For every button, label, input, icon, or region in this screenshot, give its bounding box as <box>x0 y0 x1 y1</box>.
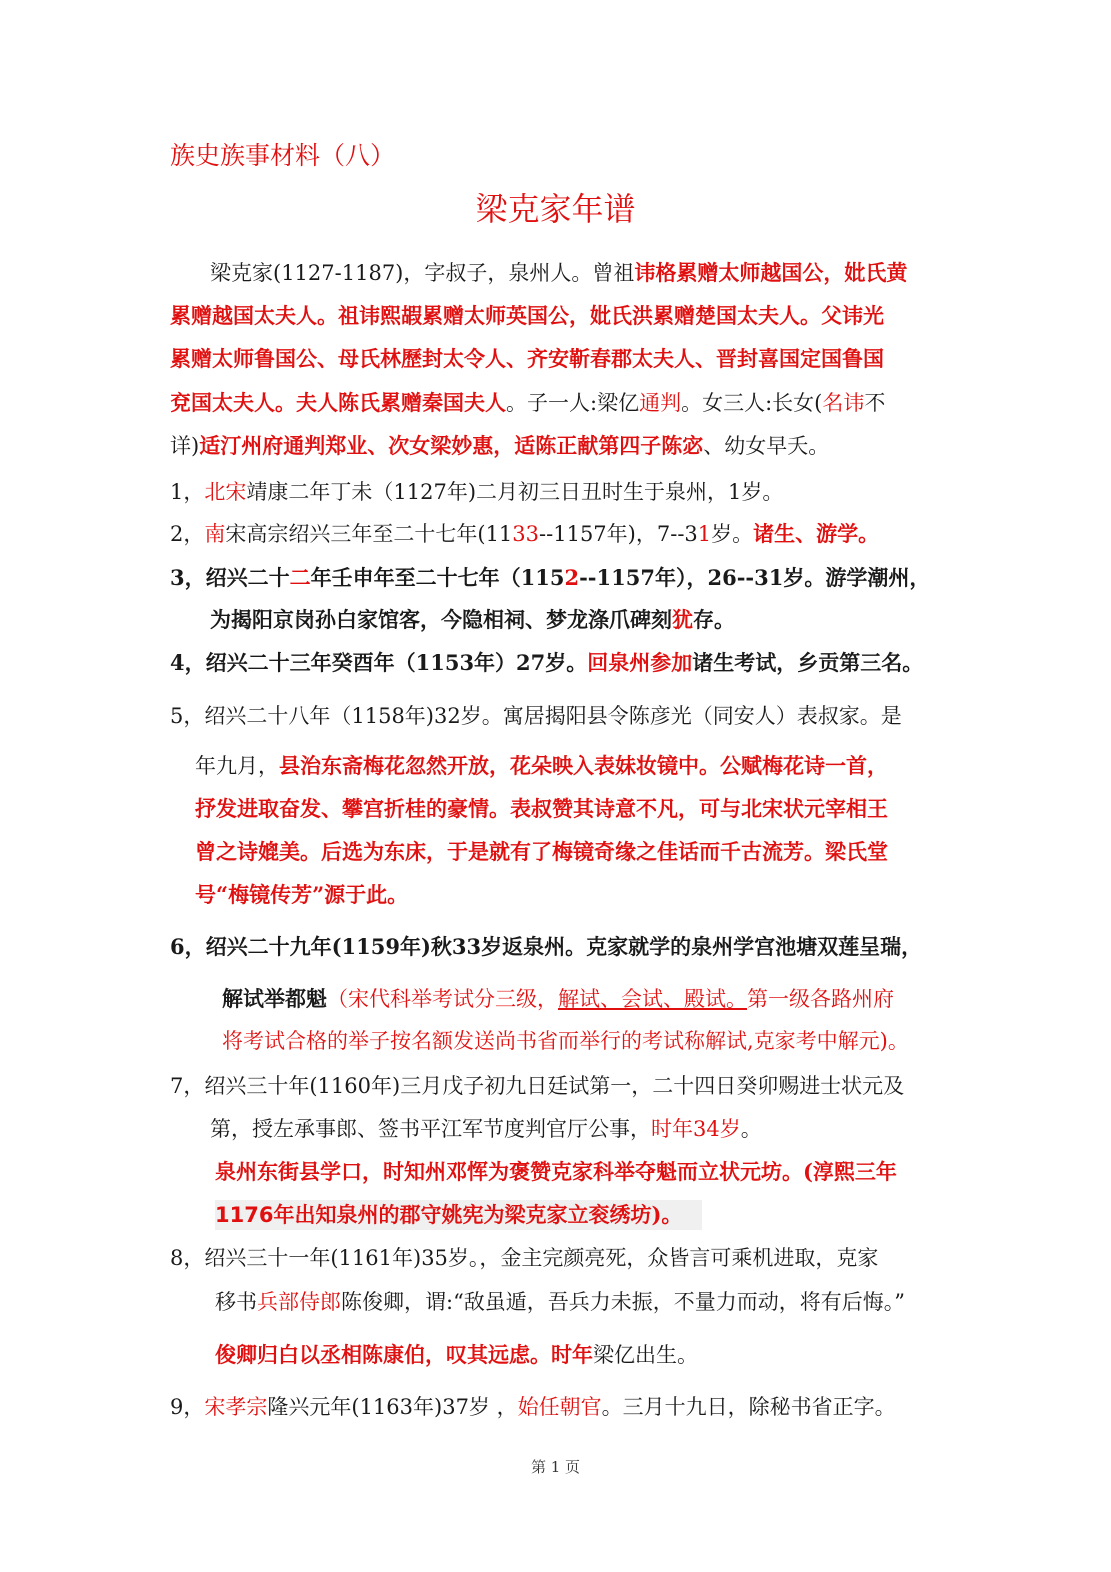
item-text: --1157年），26--31岁。游学潮州， <box>579 565 931 590</box>
item-text: 第一级各路州府 <box>747 987 894 1011</box>
list-item-continuation: 抒发进取奋发、攀宫折桂的豪情。表叔赞其诗意不凡，可与北宋状元宰相王 <box>195 796 888 821</box>
list-item: 5，绍兴二十八年（1158年)32岁。寓居揭阳县令陈彦光（同安人）表叔家。是 <box>170 704 902 728</box>
intro-text: 通判 <box>639 391 682 415</box>
item-text: （宋代科举考试分三级， <box>327 987 558 1011</box>
item-text: 年出知泉州的郡守姚宪为梁克家立衮绣坊)。 <box>273 1202 683 1227</box>
list-item <box>170 563 930 593</box>
item-number: 9， <box>170 1395 205 1419</box>
item-text: 县治东斋梅花忽然开放，花朵映入表妹妆镜中。公赋梅花诗一首， <box>279 753 888 778</box>
item-text: 时年34岁 <box>651 1117 741 1141</box>
list-item: 7，绍兴三十年(1160年)三月戊子初九日廷试第一，二十四日癸卯赐进士状元及 <box>170 1074 905 1098</box>
intro-text: 详) <box>170 434 200 458</box>
list-item: 8，绍兴三十一年(1161年)35岁。，金主完颜亮死，众皆言可乘机进取，克家 <box>170 1246 879 1270</box>
item-text: 第，授左承事郎、签书平江军节度判官厅公事， <box>210 1117 651 1141</box>
item-text: 33 <box>512 522 540 546</box>
list-item-continuation <box>215 1287 905 1317</box>
item-text: 始任朝官 <box>517 1395 602 1419</box>
item-text: --1157年)，7--3 <box>539 522 698 546</box>
item-text: 回泉州参加 <box>587 650 693 675</box>
item-text: 2 <box>564 565 580 590</box>
intro-text: 。子一人:梁亿 <box>506 391 640 415</box>
page-title: 梁克家年谱 <box>475 190 636 228</box>
list-item <box>170 1392 896 1422</box>
item-text: 南 <box>204 522 226 546</box>
intro-text: 不 <box>864 391 886 415</box>
intro-text: 名讳 <box>822 391 865 415</box>
item-text: 1176 <box>215 1203 274 1227</box>
intro-text: 兗国太夫人。夫人陈氏累赠秦国夫人 <box>170 390 506 415</box>
item-text: 年壬申年至二十七年（115 <box>310 565 565 590</box>
intro-line-3: 累赠太师鲁国公、母氏林歷封太令人、齐安靳春郡太夫人、晋封喜国定国鲁国 <box>170 346 884 371</box>
intro-line-2: 累赠越国太夫人。祖讳熙嘏累赠太师英国公，妣氏洪累赠楚国太夫人。父讳光 <box>170 303 884 328</box>
intro-line-1 <box>210 258 907 288</box>
intro-text: 讳格累赠太师越国公，妣氏黄 <box>634 260 908 285</box>
list-item-continuation <box>222 984 894 1014</box>
list-item-continuation <box>210 605 735 635</box>
list-item-continuation: 曾之诗媲美。后选为东床，于是就有了梅镜奇缘之佳话而千古流芳。梁氏堂 <box>195 839 888 864</box>
item-text: 。 <box>740 1117 762 1141</box>
intro-line-4 <box>170 388 885 418</box>
item-text: 解试举都魁 <box>222 986 327 1011</box>
item-text: 存。 <box>693 607 735 632</box>
list-item <box>170 519 879 549</box>
item-text: 兵部侍郎 <box>257 1290 341 1314</box>
item-text: 4，绍兴二十三年癸酉年（1153年）27岁。 <box>170 650 588 675</box>
item-text: 宋高宗绍兴三年至二十七年(11 <box>225 522 513 546</box>
series-title: 族史族事材料（八） <box>170 141 396 170</box>
item-text: 宋孝宗 <box>204 1395 268 1419</box>
item-text: 。三月十九日，除秘书省正字。 <box>601 1395 896 1419</box>
item-text: 隆兴元年(1163年)37岁 ， <box>267 1395 518 1419</box>
item-text: 二 <box>289 565 311 590</box>
item-text: 移书 <box>215 1290 257 1314</box>
item-number: 2， <box>170 522 205 546</box>
list-item-continuation <box>210 1114 762 1144</box>
item-text: 1 <box>697 522 712 546</box>
item-text: 靖康二年丁未（1127年)二月初三日丑时生于泉州，1岁。 <box>246 480 784 504</box>
item-text: 俊卿归白以丞相陈康伯，叹其远虑。时年 <box>215 1342 593 1367</box>
item-text: 梁亿出生。 <box>593 1343 698 1367</box>
item-text: 年九月， <box>195 754 279 778</box>
list-item-continuation: 号“梅镜传芳”源于此。 <box>195 882 409 907</box>
item-text: 解试、会试、殿试。 <box>558 987 747 1011</box>
item-text: 犹 <box>672 607 693 632</box>
item-text: 诸生、游学。 <box>753 521 880 546</box>
item-text: 3，绍兴二十 <box>170 565 290 590</box>
list-item-continuation <box>195 751 888 781</box>
item-text: 北宋 <box>204 480 247 504</box>
list-item-continuation <box>215 1340 698 1370</box>
list-item <box>170 477 783 507</box>
intro-text: 适汀州府通判郑业、次女梁妙惠，适陈正献第四子陈宓 <box>199 433 704 458</box>
list-item: 6，绍兴二十九年(1159年)秋33岁返泉州。克家就学的泉州学宫池塘双莲呈瑞， <box>170 934 923 959</box>
item-text: 岁。 <box>711 522 754 546</box>
item-text: 为揭阳京岗孙白家馆客，今隐相祠、梦龙涤爪碑刻 <box>210 607 672 632</box>
list-item <box>170 648 923 678</box>
list-item-continuation: 泉州东街县学口，时知州邓恽为褒赞克家科举夺魁而立状元坊。(淳熙三年 <box>215 1159 897 1184</box>
intro-text: 。女三人:长女( <box>681 391 823 415</box>
intro-text: 、幼女早夭。 <box>703 434 830 458</box>
intro-line-5 <box>170 431 829 461</box>
list-item-continuation: 将考试合格的举子按名额发送尚书省而举行的考试称解试,克家考中解元)。 <box>222 1029 909 1053</box>
page-number: 第 1 页 <box>530 1458 581 1476</box>
item-text: 陈俊卿，谓:“敌虽遁，吾兵力未振，不量力而动，将有后悔。” <box>341 1290 906 1314</box>
list-item-continuation <box>215 1200 702 1230</box>
item-text: 诸生考试，乡贡第三名。 <box>692 650 924 675</box>
item-number: 1， <box>170 480 205 504</box>
intro-text: 梁克家(1127-1187)，字叔子，泉州人。曾祖 <box>210 261 635 285</box>
